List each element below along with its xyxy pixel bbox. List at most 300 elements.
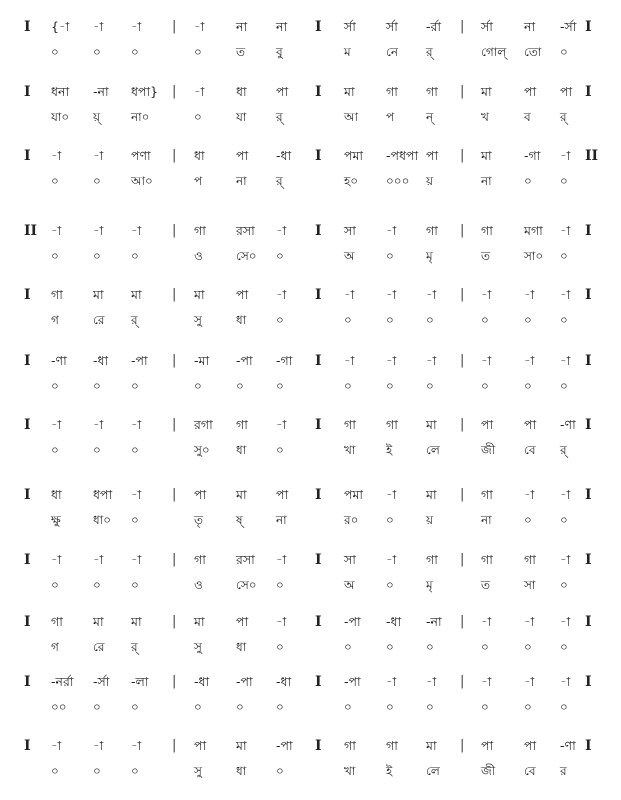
swara-note: -া [51, 417, 62, 432]
lyric-syllable: ০ [344, 379, 352, 393]
lyric-syllable: ধা [236, 313, 247, 327]
swara-note: গা [524, 552, 536, 567]
swara-row [0, 284, 621, 306]
swara-note: -া [386, 287, 397, 302]
swara-note: -া [426, 674, 437, 689]
swara-note: গা [194, 223, 206, 238]
lyric-syllable: বু [276, 45, 283, 59]
lyric-syllable: ০ [51, 45, 59, 59]
swara-note: -র্সা [93, 674, 110, 689]
lyric-syllable: লে [426, 764, 440, 778]
lyric-syllable: না [481, 174, 492, 188]
lyric-syllable: ই [386, 443, 393, 457]
swara-note: -পা [236, 353, 253, 368]
swara-note: মা [481, 84, 492, 99]
beat-divider: | [460, 417, 465, 432]
swara-row [0, 414, 621, 436]
swara-note: -া [386, 223, 397, 238]
beat-divider: | [460, 223, 465, 238]
lyric-syllable: ০ [194, 379, 202, 393]
swara-note: -া [524, 674, 535, 689]
middle-barline: I [315, 552, 322, 568]
lyric-row [0, 696, 621, 718]
lyric-syllable: ত [236, 45, 246, 59]
notation-system [0, 725, 621, 781]
start-barline: I [24, 674, 31, 690]
lyric-syllable: ০ [276, 764, 284, 778]
lyric-syllable: ০ [93, 700, 101, 714]
swara-note: র্সা [386, 19, 398, 34]
beat-divider: | [460, 614, 465, 629]
swara-note: গা [51, 614, 63, 629]
swara-note: -া [276, 614, 287, 629]
lyric-syllable: ০ [131, 700, 139, 714]
beat-divider: | [460, 674, 465, 689]
swara-note: গা [481, 487, 493, 502]
swara-row [0, 735, 621, 757]
lyric-syllable: ০ [386, 700, 394, 714]
lyric-row [0, 106, 621, 128]
lyric-row [0, 375, 621, 397]
swara-note: মা [426, 487, 437, 502]
lyric-syllable: বে [524, 764, 536, 778]
end-barline: I [585, 552, 592, 568]
swara-note: -মা [194, 353, 210, 368]
swara-note: পা [481, 738, 494, 753]
swara-note: -া [51, 223, 62, 238]
lyric-syllable: ০ [51, 443, 59, 457]
swara-note: গা [426, 84, 438, 99]
swara-note: মা [344, 84, 355, 99]
swara-note: রসা [236, 223, 255, 238]
lyric-syllable: যা [236, 110, 247, 124]
lyric-syllable: ০ [560, 640, 568, 654]
swara-note: পা [194, 738, 207, 753]
beat-divider: | [460, 19, 465, 34]
lyric-syllable: ০ [93, 379, 101, 393]
lyric-syllable: হ০ [344, 174, 359, 188]
lyric-syllable: মৃ [426, 249, 433, 263]
swara-row [0, 16, 621, 38]
lyric-syllable: র০ [344, 513, 359, 527]
lyric-syllable: ০ [426, 700, 434, 714]
lyric-syllable: সা০ [524, 249, 544, 263]
end-barline: I [585, 487, 592, 503]
swara-note: না [524, 19, 536, 34]
swara-note: র্সা [481, 19, 493, 34]
swara-note: -ধা [276, 674, 292, 689]
lyric-syllable: য় [426, 174, 434, 188]
swara-note: গা [344, 417, 356, 432]
swara-note: -া [93, 148, 104, 163]
lyric-syllable: য় [426, 513, 434, 527]
swara-row [0, 81, 621, 103]
lyric-syllable: ০ [344, 640, 352, 654]
swara-note: ধা [51, 487, 62, 502]
swara-row [0, 145, 621, 167]
end-barline: I [585, 674, 592, 690]
lyric-syllable: ধা [236, 443, 247, 457]
swara-note: মা [93, 287, 104, 302]
lyric-row [0, 170, 621, 192]
lyric-syllable: ০ [524, 513, 532, 527]
lyric-row [0, 509, 621, 531]
lyric-syllable: ০ [51, 764, 59, 778]
swara-note: -া [524, 614, 535, 629]
beat-divider: | [460, 552, 465, 567]
lyric-syllable: সা [524, 578, 536, 592]
notation-system [0, 539, 621, 595]
start-barline: II [24, 223, 38, 239]
start-barline: I [24, 148, 31, 164]
beat-divider: | [460, 287, 465, 302]
lyric-syllable: ০ [386, 379, 394, 393]
lyric-syllable: ০ [276, 640, 284, 654]
swara-note: -ণা [560, 417, 576, 432]
swara-note: মা [426, 417, 437, 432]
swara-note: -া [194, 84, 205, 99]
lyric-syllable: সে০ [236, 249, 257, 263]
lyric-syllable: র্ [131, 640, 138, 654]
swara-note: সা [344, 552, 356, 567]
start-barline: I [24, 552, 31, 568]
swara-note: -পা [131, 353, 148, 368]
start-barline: I [24, 487, 31, 503]
lyric-syllable: ০ [51, 379, 59, 393]
lyric-syllable: ০ [276, 379, 284, 393]
lyric-syllable: গ [51, 313, 59, 327]
lyric-syllable: ০ [236, 379, 244, 393]
lyric-syllable: ও [194, 578, 203, 592]
swara-note: মা [131, 614, 142, 629]
lyric-syllable: লে [426, 443, 440, 457]
swara-note: -া [386, 487, 397, 502]
lyric-syllable: ০ [276, 313, 284, 327]
swara-note: -পধপা [386, 148, 419, 163]
middle-barline: I [315, 487, 322, 503]
swara-note: পা [276, 84, 289, 99]
start-barline: I [24, 353, 31, 369]
lyric-syllable: ক্ষু [51, 513, 61, 527]
lyric-syllable: আ [344, 110, 358, 124]
beat-divider: | [460, 84, 465, 99]
swara-note: -া [560, 674, 571, 689]
lyric-syllable: য়্ [93, 110, 101, 124]
lyric-syllable: ০ [194, 45, 202, 59]
swara-note: গা [426, 223, 438, 238]
lyric-syllable: ০ [560, 249, 568, 263]
swara-note: -া [131, 223, 142, 238]
swara-note: পা [560, 84, 573, 99]
lyric-syllable: ০ [131, 578, 139, 592]
start-barline: I [24, 417, 31, 433]
lyric-syllable: ০ [386, 578, 394, 592]
lyric-syllable: ০ [560, 513, 568, 527]
lyric-syllable: ০ [236, 700, 244, 714]
swara-note: -া [131, 738, 142, 753]
swara-note: না [276, 19, 288, 34]
lyric-syllable: ০ [131, 764, 139, 778]
swara-note: -া [481, 674, 492, 689]
lyric-syllable: ধা [236, 640, 247, 654]
lyric-syllable: ব [524, 110, 531, 124]
swara-note: -ণা [560, 738, 576, 753]
lyric-syllable: গ [51, 640, 59, 654]
lyric-syllable: ০ [524, 313, 532, 327]
middle-barline: I [315, 84, 322, 100]
lyric-syllable: ০ [524, 379, 532, 393]
notation-system [0, 340, 621, 396]
lyric-row [0, 439, 621, 461]
lyric-syllable: সু [194, 313, 202, 327]
swara-note: পা [194, 487, 207, 502]
swara-note: গা [426, 552, 438, 567]
swara-note: না [236, 19, 248, 34]
end-barline: I [585, 738, 592, 754]
lyric-syllable: অ [344, 249, 355, 263]
lyric-syllable: ০ [93, 764, 101, 778]
lyric-syllable: ০ [560, 45, 568, 59]
lyric-syllable: ০ [51, 249, 59, 263]
lyric-syllable: ০ [131, 513, 139, 527]
lyric-syllable: খা [344, 764, 356, 778]
lyric-syllable: গোল্ [481, 45, 507, 59]
swara-note: -া [560, 552, 571, 567]
lyric-syllable: যা০ [51, 110, 70, 124]
swara-note: -া [386, 552, 397, 567]
lyric-syllable: ০ [386, 313, 394, 327]
end-barline: I [585, 84, 592, 100]
swara-note: -া [344, 353, 355, 368]
lyric-syllable: ০ [93, 45, 101, 59]
swara-note: র্সা [344, 19, 356, 34]
middle-barline: I [315, 223, 322, 239]
swara-note: -ধা [194, 674, 210, 689]
middle-barline: I [315, 614, 322, 630]
middle-barline: I [315, 417, 322, 433]
swara-note: -া [276, 417, 287, 432]
beat-divider: | [172, 552, 177, 567]
swara-note: গা [194, 552, 206, 567]
swara-row [0, 484, 621, 506]
notation-system [0, 71, 621, 127]
end-barline: I [585, 223, 592, 239]
beat-divider: | [172, 148, 177, 163]
lyric-row [0, 245, 621, 267]
swara-note: -া [131, 552, 142, 567]
lyric-syllable: ০ [276, 700, 284, 714]
swara-note: -া [93, 738, 104, 753]
beat-divider: | [172, 223, 177, 238]
swara-note: -া [481, 287, 492, 302]
swara-note: -ধা [93, 353, 109, 368]
swara-note: গা [386, 738, 398, 753]
notation-system [0, 6, 621, 62]
middle-barline: I [315, 353, 322, 369]
swara-note: -লা [131, 674, 149, 689]
lyric-syllable: ০ [426, 313, 434, 327]
swara-note: -ণা [51, 353, 67, 368]
swara-note: মা [194, 287, 205, 302]
lyric-syllable: র্ [276, 174, 283, 188]
lyric-syllable: ০ [386, 640, 394, 654]
end-barline: I [585, 287, 592, 303]
swara-row [0, 671, 621, 693]
beat-divider: | [172, 287, 177, 302]
beat-divider: | [460, 487, 465, 502]
lyric-syllable: রে [93, 640, 105, 654]
lyric-syllable: তৃ [194, 513, 204, 527]
lyric-syllable: ধা [236, 764, 247, 778]
swara-note: -া [51, 738, 62, 753]
end-barline: I [585, 417, 592, 433]
notation-system [0, 474, 621, 530]
swara-note: মা [426, 738, 437, 753]
swara-row [0, 350, 621, 372]
lyric-syllable: অ [344, 578, 355, 592]
swara-note: সা [344, 223, 356, 238]
middle-barline: I [315, 738, 322, 754]
swara-note: -র্সা [560, 19, 577, 34]
lyric-syllable: ০ [560, 700, 568, 714]
lyric-syllable: র্ [560, 443, 567, 457]
swara-note: -নর্রা [51, 674, 74, 689]
lyric-syllable: সে০ [236, 578, 257, 592]
swara-note: -া [93, 552, 104, 567]
swara-note: -া [93, 19, 104, 34]
notation-system [0, 135, 621, 191]
lyric-syllable: ০ [426, 379, 434, 393]
lyric-syllable: ০ [131, 379, 139, 393]
lyric-row [0, 760, 621, 782]
end-barline: I [585, 353, 592, 369]
swara-note: -া [560, 148, 571, 163]
swara-note: -গা [276, 353, 293, 368]
lyric-syllable: ত [481, 249, 491, 263]
swara-note: -া [386, 353, 397, 368]
lyric-syllable: ০ [276, 443, 284, 457]
lyric-syllable: ম [344, 45, 351, 59]
lyric-syllable: ০ [524, 700, 532, 714]
lyric-syllable: ০ [51, 578, 59, 592]
swara-note: -ধা [386, 614, 402, 629]
lyric-syllable: তো [524, 45, 542, 59]
notation-system [0, 210, 621, 266]
lyric-syllable: ০ [131, 249, 139, 263]
swara-note: -গা [524, 148, 541, 163]
lyric-syllable: ই [386, 764, 393, 778]
middle-barline: I [315, 674, 322, 690]
lyric-syllable: ০ [93, 249, 101, 263]
swara-note: গা [481, 552, 493, 567]
swara-row [0, 611, 621, 633]
lyric-syllable: ০ [386, 249, 394, 263]
lyric-syllable: মৃ [426, 578, 433, 592]
swara-note: মা [194, 614, 205, 629]
lyric-syllable: প [194, 174, 203, 188]
lyric-syllable: ০ [481, 313, 489, 327]
beat-divider: | [172, 417, 177, 432]
beat-divider: | [172, 674, 177, 689]
lyric-syllable: ও [194, 249, 203, 263]
swara-note: মগা [524, 223, 543, 238]
swara-row [0, 220, 621, 242]
swara-note: রগা [194, 417, 213, 432]
lyric-syllable: ০ [93, 578, 101, 592]
lyric-row [0, 41, 621, 63]
swara-note: -ধা [276, 148, 292, 163]
start-barline: I [24, 614, 31, 630]
swara-note: -া [560, 487, 571, 502]
swara-note: গা [386, 84, 398, 99]
swara-note: পা [426, 148, 439, 163]
lyric-syllable: র্ [560, 110, 567, 124]
lyric-syllable: ০ [93, 174, 101, 188]
swara-note: -া [131, 19, 142, 34]
swara-note: -া [426, 353, 437, 368]
swara-note: ধপা [93, 487, 113, 502]
lyric-syllable: নে [386, 45, 399, 59]
swara-note: -া [426, 287, 437, 302]
lyric-syllable: রে [93, 313, 105, 327]
swara-note: রসা [236, 552, 255, 567]
swara-note: পা [524, 417, 537, 432]
middle-barline: I [315, 148, 322, 164]
swara-note: {-া [51, 19, 70, 34]
swara-note: ধা [194, 148, 205, 163]
swara-note: -া [524, 487, 535, 502]
lyric-syllable: ০ [344, 700, 352, 714]
swara-note: -া [386, 674, 397, 689]
lyric-syllable: ০ [481, 700, 489, 714]
lyric-syllable: না০ [131, 110, 150, 124]
swara-note: পা [236, 148, 249, 163]
lyric-syllable: ০ [194, 700, 202, 714]
lyric-row [0, 636, 621, 658]
start-barline: I [24, 287, 31, 303]
swara-note: পা [524, 84, 537, 99]
swara-note: -পা [344, 614, 361, 629]
lyric-syllable: প [386, 110, 395, 124]
lyric-syllable: ০ [194, 110, 202, 124]
swara-note: গা [344, 738, 356, 753]
swara-note: মা [93, 614, 104, 629]
swara-note: পা [236, 614, 249, 629]
swara-note: -া [276, 552, 287, 567]
lyric-syllable: ০ [426, 640, 434, 654]
lyric-syllable: ০ [93, 443, 101, 457]
swara-note: -া [560, 353, 571, 368]
swara-note: গা [481, 223, 493, 238]
swara-note: -া [51, 552, 62, 567]
swara-note: -া [93, 223, 104, 238]
lyric-syllable: ত [481, 578, 491, 592]
swara-note: -পা [236, 674, 253, 689]
beat-divider: | [460, 353, 465, 368]
swara-note: -া [481, 614, 492, 629]
swara-note: ধপা} [131, 84, 159, 99]
swara-note: ধা [236, 84, 247, 99]
swara-note: -া [131, 487, 142, 502]
swara-note: পা [236, 287, 249, 302]
swara-note: -া [276, 223, 287, 238]
swara-note: -র্রা [426, 19, 442, 34]
swara-note: মা [236, 738, 247, 753]
lyric-syllable: ০ [524, 640, 532, 654]
swara-note: পমা [344, 148, 364, 163]
lyric-syllable: খ [481, 110, 489, 124]
start-barline: I [24, 738, 31, 754]
